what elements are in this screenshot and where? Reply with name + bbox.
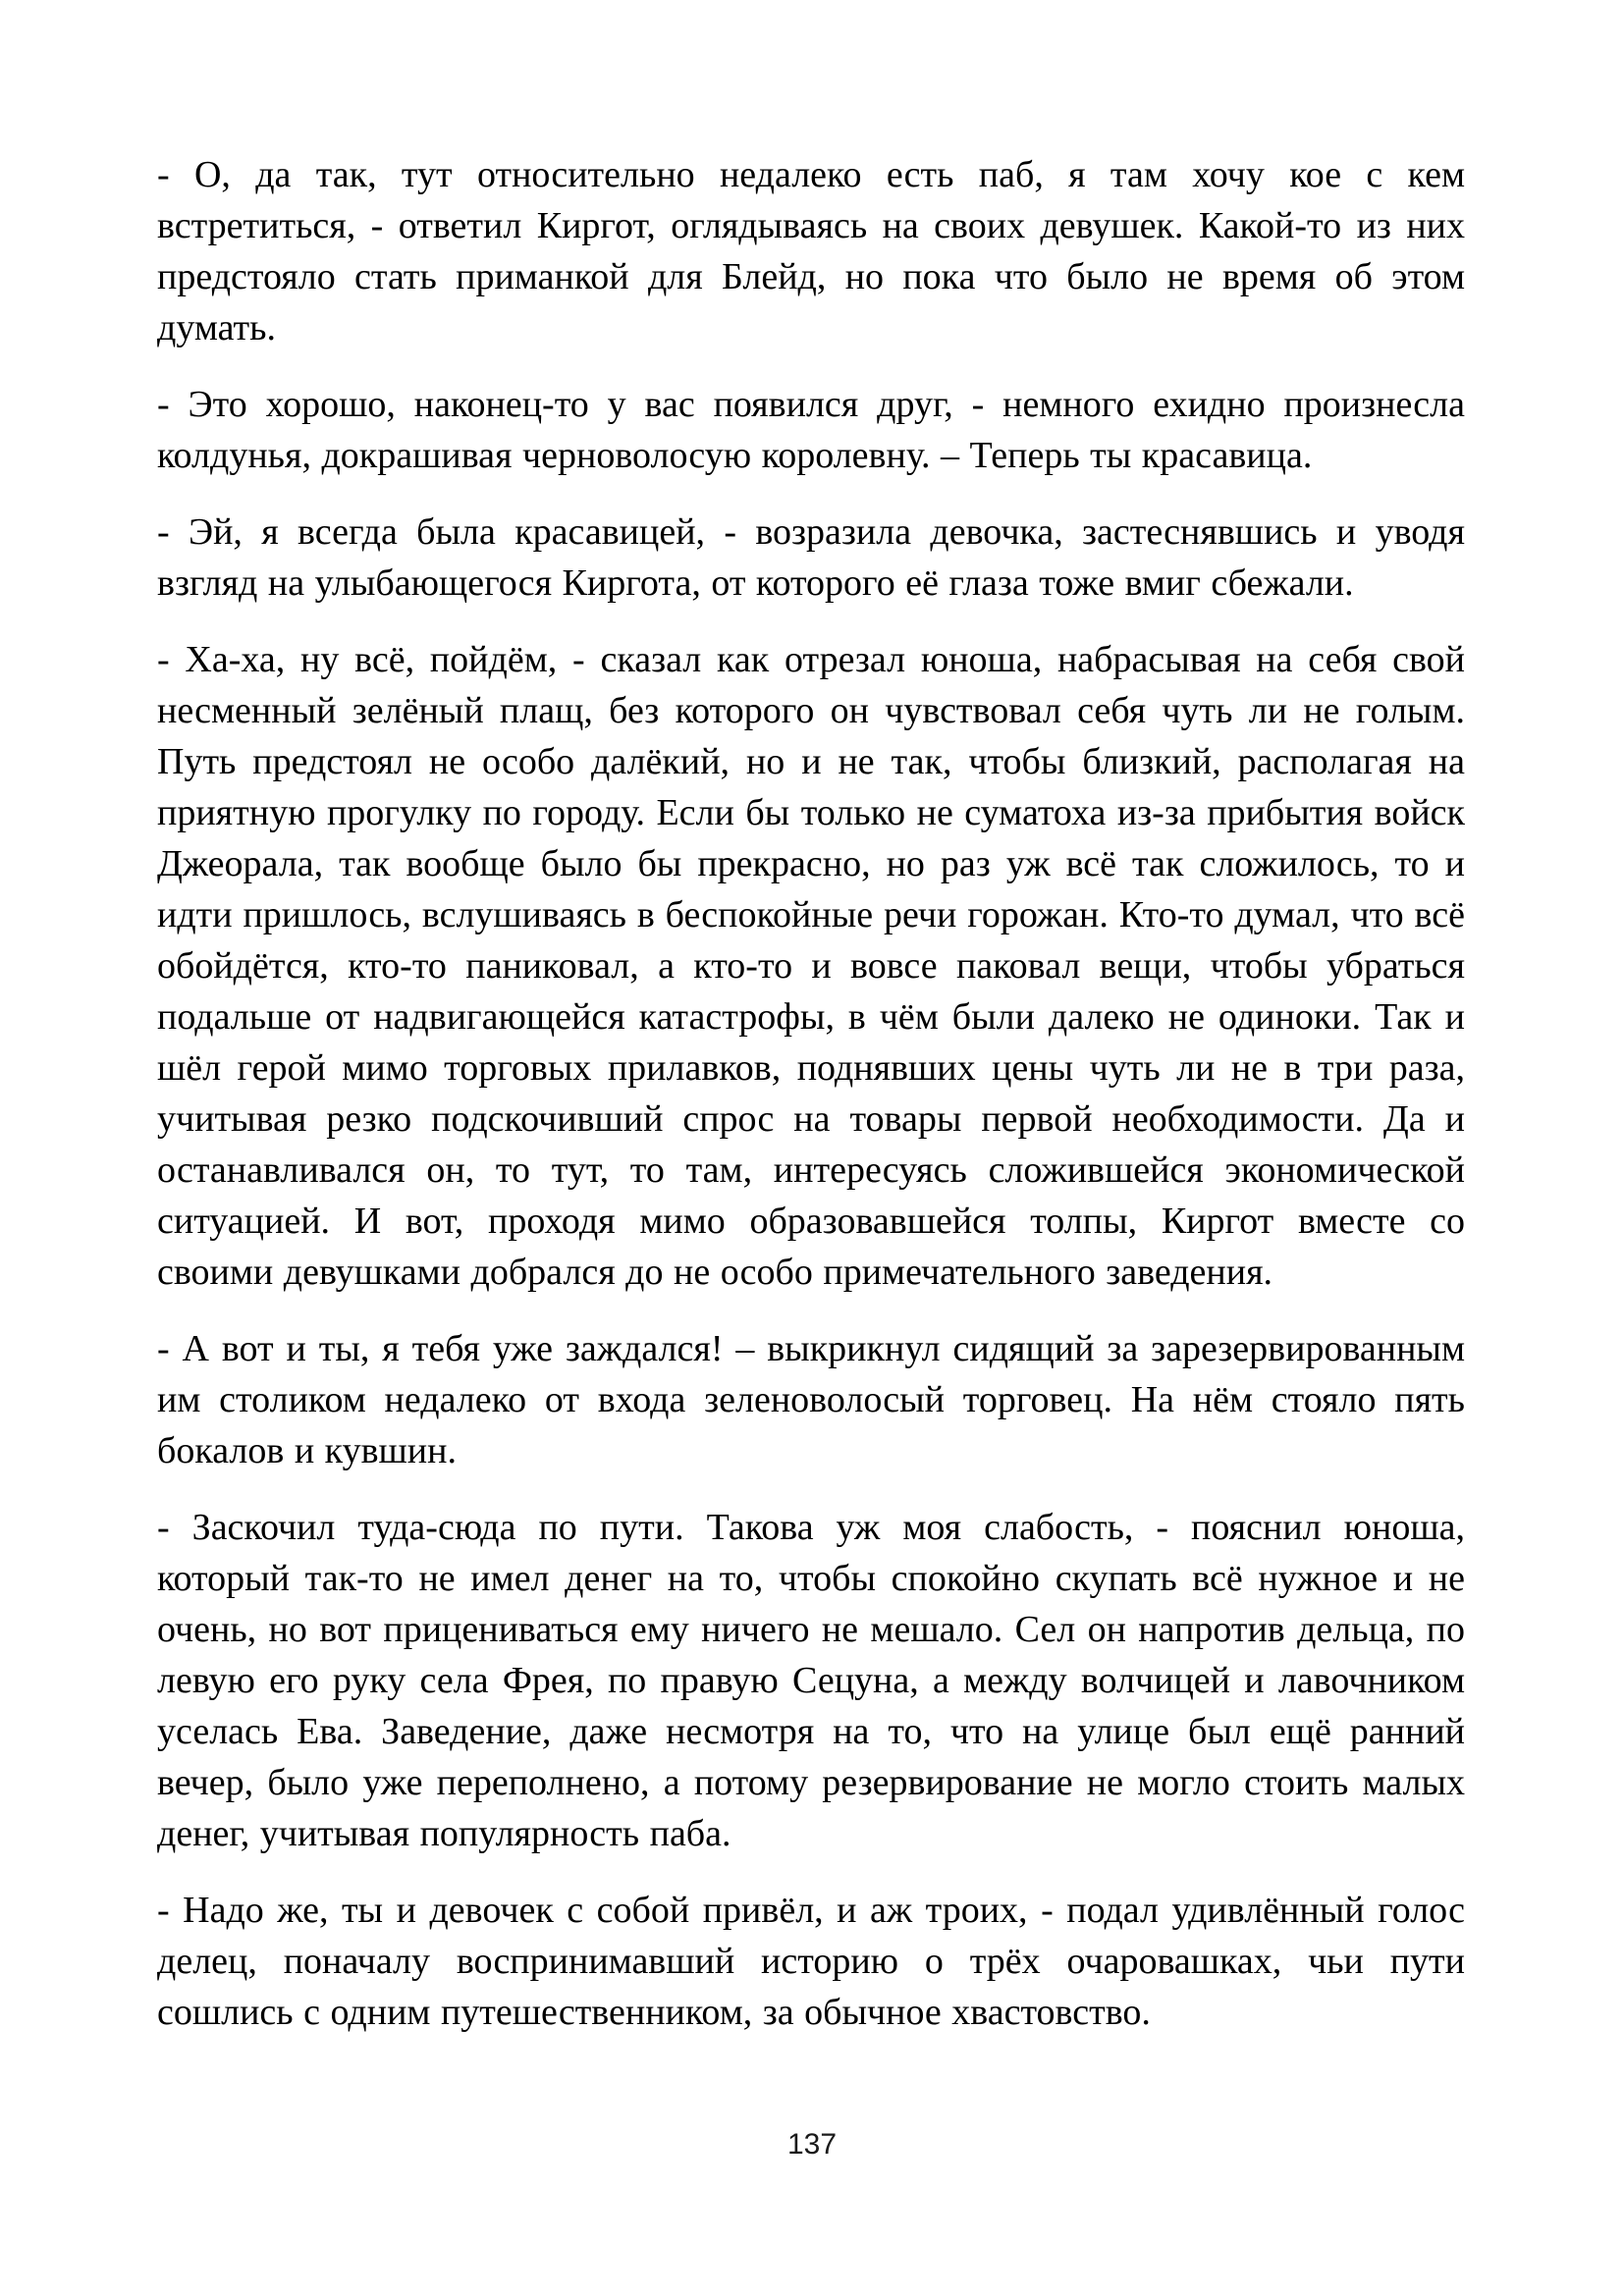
paragraph: - Эй, я всегда была красавицей, - возразила девочка, застеснявшись и уводя взгляд на улыбающегося Киргота, от которого её глаза тоже вмиг сбежали. xyxy=(157,511,1465,604)
paragraph: - Это хорошо, наконец-то у вас появился друг, - немного ехидно произнесла колдунья, докрашивая черноволосую королевну. – Теперь ты красавица. xyxy=(157,384,1465,476)
page-number: 137 xyxy=(786,2128,838,2161)
paragraph: - Надо же, ты и девочек с собой привёл, и аж троих, - подал удивлённый голос делец, поначалу воспринимавший историю о трёх очаровашках, чьи пути сошлись с одним путешественником, за обычное хвастовство. xyxy=(157,1890,1465,2033)
paragraph: - О, да так, тут относительно недалеко есть паб, я там хочу кое с кем встретиться, - ответил Киргот, оглядываясь на своих девушек. Какой-то из них предстояло стать приманкой для Блейд, но пока что было не время об этом думать. xyxy=(157,154,1465,348)
paragraph: - Ха-ха, ну всё, пойдём, - сказал как отрезал юноша, набрасывая на себя свой несменный зелёный плащ, без которого он чувствовал себя чуть ли не голым. Путь предстоял не особо далёкий, но и не так, чтобы близкий, располагая на приятную прогулку по городу. Если бы только не суматоха из-за прибытия войск Джеорала, так вообще было бы прекрасно, но раз уж всё так сложилось, то и идти пришлось, вслушиваясь в беспокойные речи горожан. Кто-то думал, что всё обойдётся, кто-то паниковал, а кто-то и вовсе паковал вещи, чтобы убраться подальше от надвигающейся катастрофы, в чём были далеко не одиноки. Так и шёл герой мимо торговых прилавков, поднявших цены чуть ли не в три раза, учитывая резко подскочивший спрос на товары первой необходимости. Да и останавливался он, то тут, то там, интересуясь сложившейся экономической ситуацией. И вот, проходя мимо образовавшейся толпы, Киргот вместе со своими девушками добрался до не особо примечательного заведения. xyxy=(157,639,1465,1293)
paragraph: - Заскочил туда-сюда по пути. Такова уж моя слабость, - пояснил юноша, который так-то не имел денег на то, чтобы спокойно скупать всё нужное и не очень, но вот прицениваться ему ничего не мешало. Сел он напротив дельца, по левую его руку села Фрея, по правую Сецуна, а между волчицей и лавочником уселась Ева. Заведение, даже несмотря на то, что на улице был ещё ранний вечер, было уже переполнено, а потому резервирование не могло стоить малых денег, учитывая популярность паба. xyxy=(157,1507,1465,1854)
page-text xyxy=(157,149,1465,2063)
paragraph: - А вот и ты, я тебя уже заждался! – выкрикнул сидящий за зарезервированным им столиком недалеко от входа зеленоволосый торговец. На нём стояло пять бокалов и кувшин. xyxy=(157,1328,1465,1471)
